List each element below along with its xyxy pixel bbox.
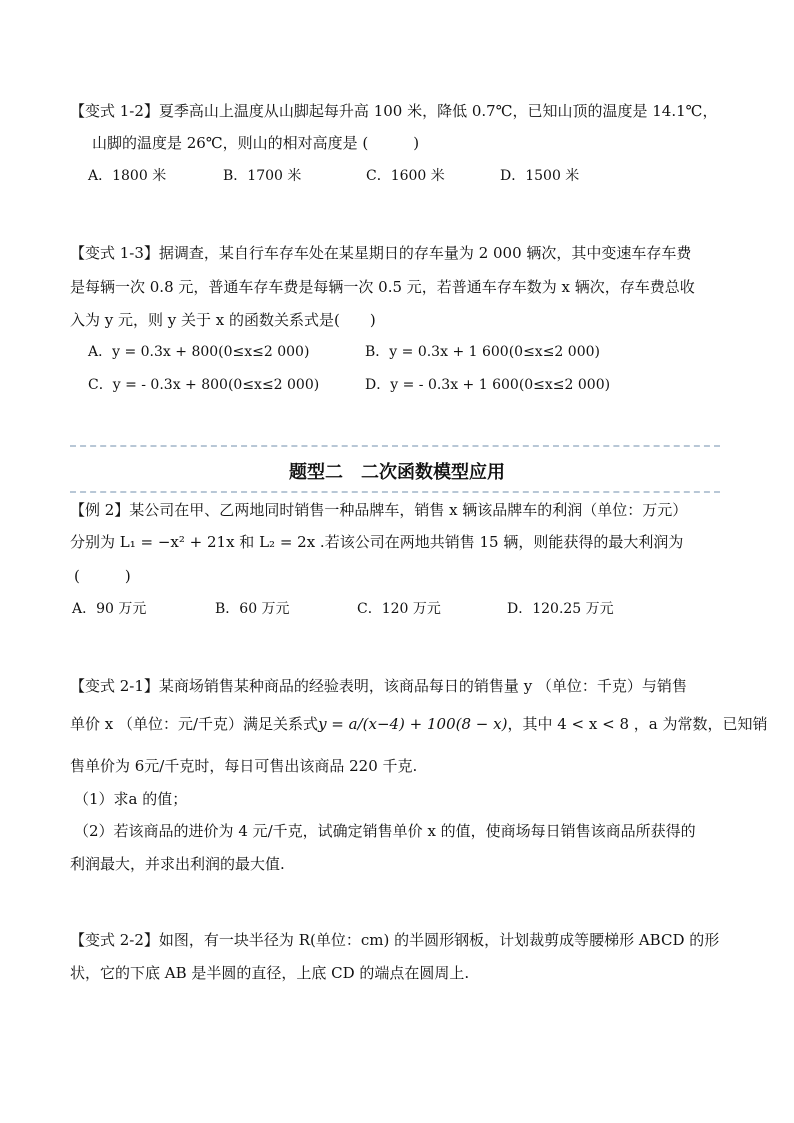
ex2-line3: ( )	[74, 567, 131, 585]
v21-question-2: （2）若该商品的进价为 4 元/千克，试确定销售单价 x 的值，使商场每日销售该商品所获得的	[74, 822, 696, 840]
v21-question-1: （1）求a 的值；	[74, 790, 188, 808]
v13-option-b: B．y = 0.3x + 1 600(0≤x≤2 000)	[365, 344, 600, 360]
ex2-option-a: A．90 万元	[72, 601, 147, 617]
ex2-line2: 分别为 L₁ = −x² + 21x 和 L₂ = 2x .若该公司在两地共销售 15 辆，则能获得的最大利润为	[70, 533, 684, 551]
v21-question-2-cont: 利润最大，并求出利润的最大值.	[70, 855, 285, 873]
v13-option-a: A．y = 0.3x + 800(0≤x≤2 000)	[88, 344, 310, 360]
v21-line3: 售单价为 6元/千克时，每日可售出该商品 220 千克.	[70, 757, 418, 775]
v12-line2: 山脚的温度是 26℃，则山的相对高度是 ( )	[92, 134, 420, 152]
section-title: 题型二 二次函数模型应用	[289, 462, 505, 483]
v22-line2: 状，它的下底 AB 是半圆的直径，上底 CD 的端点在圆周上.	[70, 964, 470, 982]
ex2-option-d: D．120.25 万元	[507, 601, 614, 617]
v13-line1: 【变式 1-3】据调查，某自行车存车处在某星期日的存车量为 2 000 辆次，其中变速车存车费	[70, 244, 692, 262]
v12-line1: 【变式 1-2】夏季高山上温度从山脚起每升高 100 米，降低 0.7℃，已知山顶的温度是 14.1℃，	[70, 102, 718, 120]
v12-option-a: A．1800 米	[88, 168, 167, 184]
v13-line2: 是每辆一次 0.8 元，普通车存车费是每辆一次 0.5 元，若普通车存车数为 x 辆次，存车费总收	[70, 278, 695, 296]
v21-line2-suffix: ，其中 4 < x < 8 ，a 为常数，已知销	[507, 715, 768, 733]
v12-option-d: D．1500 米	[500, 168, 580, 184]
section-divider-top	[70, 445, 720, 447]
ex2-line1: 【例 2】某公司在甲、乙两地同时销售一种品牌车，销售 x 辆该品牌车的利润（单位：万元）	[70, 501, 688, 519]
section-divider-bottom	[70, 491, 720, 493]
v21-line2	[70, 714, 767, 734]
v21-line2-prefix: 单价 x （单位：元/千克）满足关系式	[70, 715, 319, 733]
v12-option-b: B．1700 米	[223, 168, 302, 184]
v21-line1: 【变式 2-1】某商场销售某种商品的经验表明，该商品每日的销售量 y （单位：千克）与销售	[70, 677, 687, 695]
v13-option-c: C．y = ‐ 0.3x + 800(0≤x≤2 000)	[88, 377, 320, 393]
v22-line1: 【变式 2-2】如图，有一块半径为 R(单位：cm) 的半圆形钢板，计划裁剪成等腰梯形 ABCD 的形	[70, 931, 720, 949]
ex2-option-c: C．120 万元	[357, 601, 441, 617]
v13-option-d: D．y = ‐ 0.3x + 1 600(0≤x≤2 000)	[365, 377, 611, 393]
v12-option-c: C．1600 米	[366, 168, 445, 184]
v13-line3: 入为 y 元，则 y 关于 x 的函数关系式是( )	[70, 311, 376, 329]
v21-formula: y = a/(x−4) + 100(8 − x)	[318, 715, 508, 733]
ex2-option-b: B．60 万元	[215, 601, 290, 617]
